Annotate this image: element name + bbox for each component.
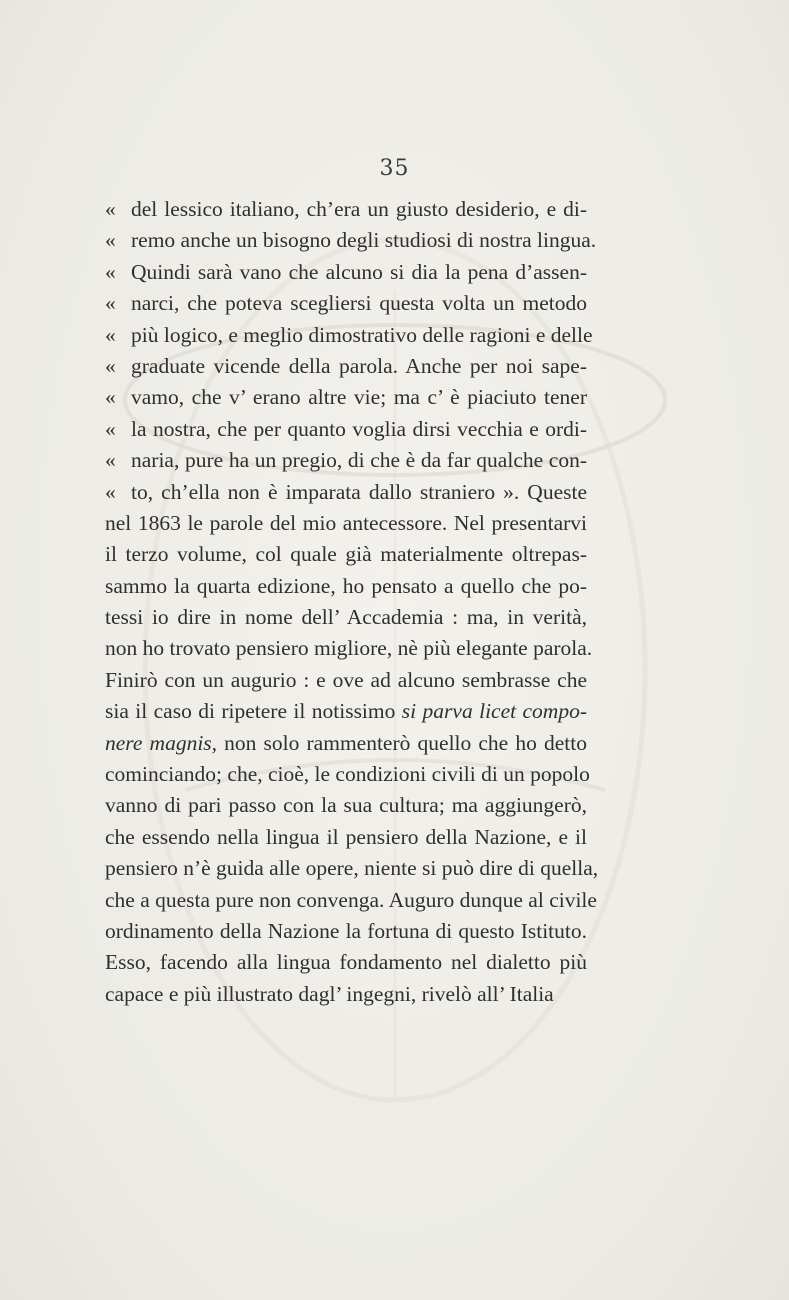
page-number: 35 <box>379 156 410 181</box>
line-text: capace e più illustrato dagl’ ingegni, rivelò all’ Italia <box>105 981 554 1006</box>
line-text-roman: sia il caso di ripetere il notissimo <box>105 699 402 724</box>
line-text: del lessico italiano, ch’era un giusto desiderio, e di- <box>131 197 587 221</box>
quote-mark: « <box>105 385 116 410</box>
text-line <box>105 288 587 319</box>
quote-mark: « <box>105 228 116 253</box>
text-line <box>105 225 597 256</box>
line-text: Quindi sarà vano che alcuno si dia la pena d’assen- <box>131 259 587 284</box>
text-line <box>105 979 587 1010</box>
line-text: vamo, che v’ erano altre vie; ma c’ è piaciuto tener <box>131 385 587 410</box>
quote-mark: « <box>105 259 116 284</box>
text-line <box>105 414 587 445</box>
line-text: graduate vicende della parola. Anche per noi sape- <box>131 353 587 378</box>
text-line <box>105 665 587 696</box>
line-text: nel 1863 le parole del mio antecessore. Nel presentarvi <box>105 510 587 535</box>
line-text-with-italic <box>105 696 587 727</box>
line-text: più logico, e meglio dimostrativo delle ragioni e delle <box>131 322 593 347</box>
line-text: remo anche un bisogno degli studiosi di nostra lingua. <box>131 228 597 253</box>
line-text: non ho trovato pensiero migliore, nè più elegante parola. <box>105 636 593 661</box>
text-line <box>105 382 587 413</box>
text-line <box>105 633 593 664</box>
line-text: tessi io dire in nome dell’ Accademia : ma, in verità, <box>105 605 587 630</box>
text-line <box>105 194 587 225</box>
text-line <box>105 477 587 508</box>
line-text: la nostra, che per quanto voglia dirsi vecchia e ordi- <box>131 416 587 441</box>
quote-mark: « <box>105 291 116 316</box>
text-line <box>105 822 587 853</box>
line-text: vanno di pari passo con la sua cultura; ma aggiungerò, <box>105 793 587 818</box>
text-line <box>105 602 587 633</box>
line-text: naria, pure ha un pregio, di che è da far qualche con- <box>131 448 587 473</box>
line-text-roman: non solo rammenterò quello che ho detto <box>217 730 587 755</box>
text-line <box>105 790 587 821</box>
quote-mark: « <box>105 416 116 441</box>
text-line <box>105 759 590 790</box>
text-line <box>105 571 587 602</box>
latin-quotation: si parva licet compo- <box>401 699 587 724</box>
text-line <box>105 351 587 382</box>
text-line <box>105 728 587 759</box>
quote-mark: « <box>105 353 116 378</box>
line-text-with-italic <box>105 728 587 759</box>
quote-mark: « <box>105 479 116 504</box>
text-line <box>105 696 587 727</box>
body-text <box>105 194 599 1010</box>
line-text: che essendo nella lingua il pensiero della Nazione, e il <box>105 824 587 849</box>
line-text: Esso, facendo alla lingua fondamento nel dialetto più <box>105 950 587 975</box>
line-text: ordinamento della Nazione la fortuna di questo Istituto. <box>105 918 587 943</box>
line-text: narci, che poteva scegliersi questa volta un metodo <box>131 291 587 316</box>
latin-quotation: nere magnis, <box>105 730 218 755</box>
line-text: che a questa pure non convenga. Auguro dunque al civile <box>105 887 597 912</box>
quote-mark: « <box>105 448 116 473</box>
line-text: to, ch’ella non è imparata dallo straniero ». Queste <box>131 479 587 504</box>
text-line <box>105 916 587 947</box>
quote-mark: « <box>105 322 116 347</box>
text-line <box>105 947 587 978</box>
text-line <box>105 853 599 884</box>
text-line <box>105 320 593 351</box>
quote-mark: « <box>105 197 116 221</box>
line-text: pensiero n’è guida alle opere, niente si può dire di quella, <box>105 856 599 881</box>
text-line <box>105 539 587 570</box>
text-line <box>105 445 587 476</box>
text-line <box>105 257 587 288</box>
line-text: Finirò con un augurio : e ove ad alcuno sembrasse che <box>105 667 587 692</box>
text-line <box>105 508 587 539</box>
line-text: il terzo volume, col quale già materialmente oltrepas- <box>105 542 587 567</box>
line-text: sammo la quarta edizione, ho pensato a quello che po- <box>105 573 587 598</box>
line-text: cominciando; che, cioè, le condizioni civili di un popolo <box>105 762 590 787</box>
text-line <box>105 885 597 916</box>
